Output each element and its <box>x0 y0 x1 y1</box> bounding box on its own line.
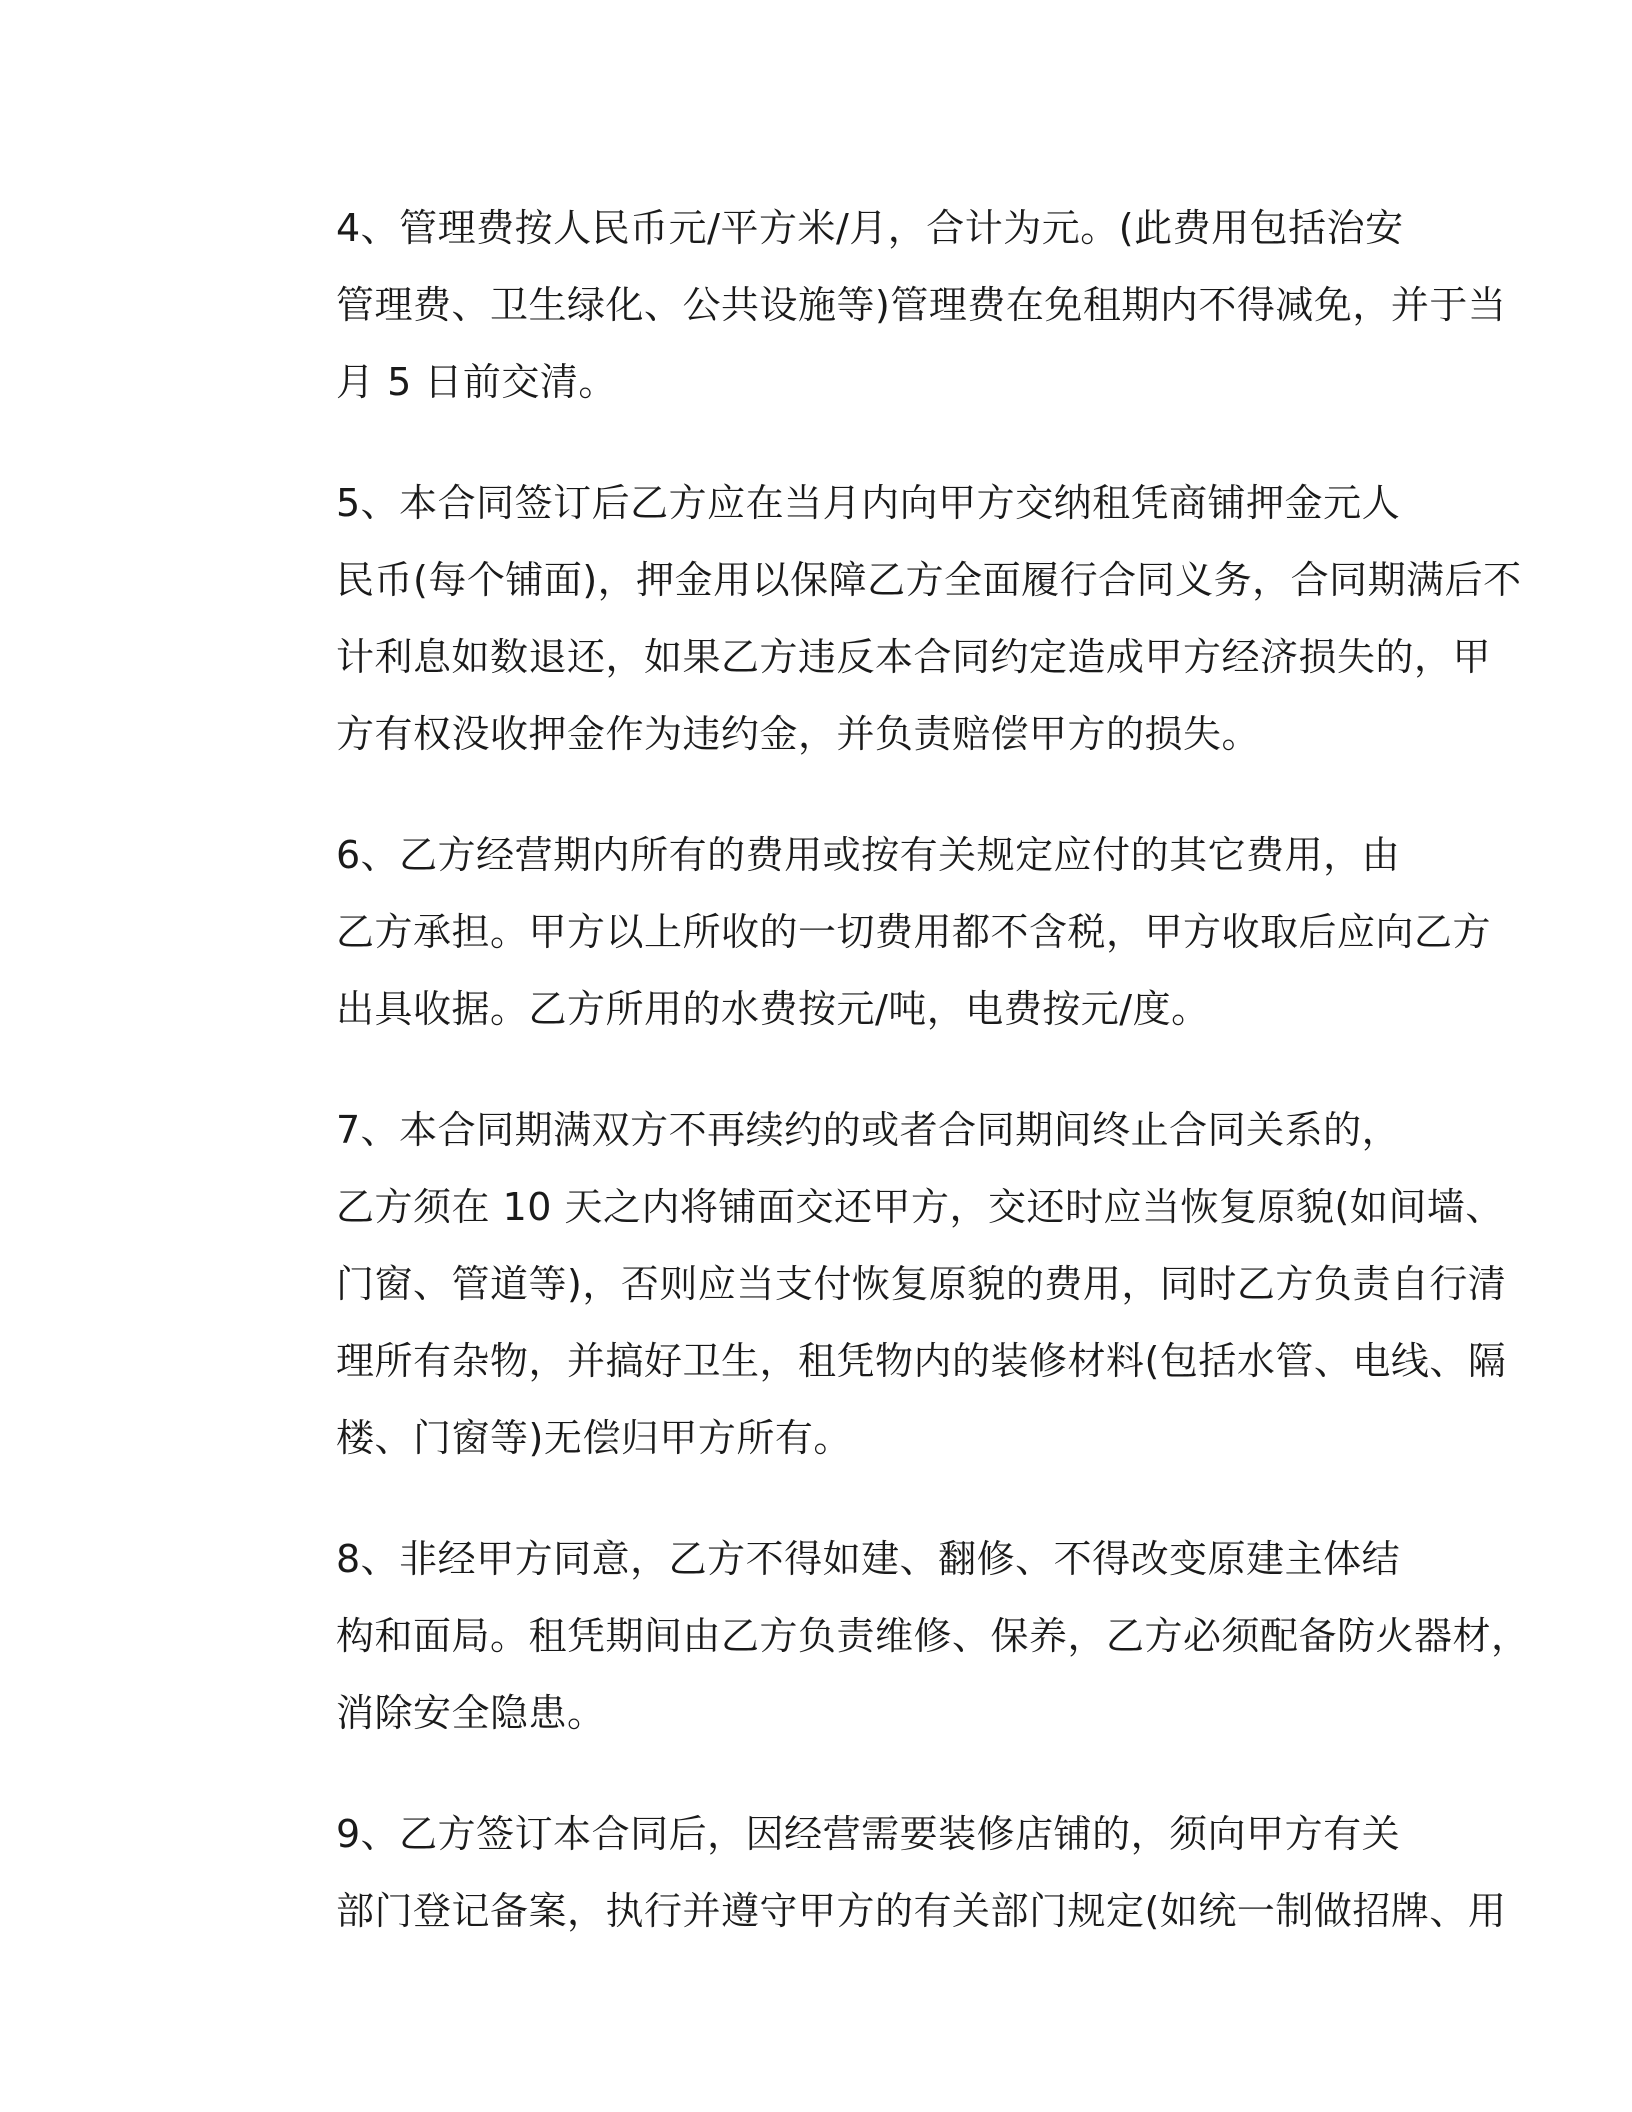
text-line: 门窗、管道等)，否则应当支付恢复原貌的费用，同时乙方负责自行清 <box>336 1262 1507 1306</box>
text-line: 楼、门窗等)无偿归甲方所有。 <box>336 1416 852 1460</box>
clause-5 <box>240 465 1522 773</box>
clause-6 <box>240 817 1492 1048</box>
text-line: 7、本合同期满双方不再续约的或者合同期间终止合同关系的， <box>336 1108 1401 1152</box>
text-line: 8、非经甲方同意，乙方不得如建、翻修、不得改变原建主体结 <box>336 1537 1401 1581</box>
text-line: 部门登记备案，执行并遵守甲方的有关部门规定(如统一制做招牌、用 <box>336 1889 1507 1933</box>
text-line: 乙方承担。甲方以上所收的一切费用都不含税，甲方收取后应向乙方 <box>336 910 1492 954</box>
text-line: 计利息如数退还，如果乙方违反本合同约定造成甲方经济损失的，甲 <box>336 635 1492 679</box>
text-line: 6、乙方经营期内所有的费用或按有关规定应付的其它费用，由 <box>336 833 1401 877</box>
text-line: 月 5 日前交清。 <box>336 360 617 404</box>
clause-8 <box>240 1521 1530 1752</box>
text-line: 4、管理费按人民币元/平方米/月，合计为元。(此费用包括治安 <box>336 206 1404 250</box>
text-line: 乙方须在 10 天之内将铺面交还甲方，交还时应当恢复原貌(如间墙、 <box>336 1185 1504 1229</box>
clause-9 <box>240 1796 1507 1950</box>
text-line: 构和面局。租凭期间由乙方负责维修、保养，乙方必须配备防火器材， <box>336 1614 1530 1658</box>
clause-4 <box>240 190 1507 421</box>
text-line: 消除安全隐患。 <box>336 1691 606 1735</box>
text-line: 出具收据。乙方所用的水费按元/吨，电费按元/度。 <box>336 987 1210 1031</box>
text-line: 9、乙方签订本合同后，因经营需要装修店铺的，须向甲方有关 <box>336 1812 1401 1856</box>
text-line: 管理费、卫生绿化、公共设施等)管理费在免租期内不得减免，并于当 <box>336 283 1507 327</box>
text-line: 民币(每个铺面)，押金用以保障乙方全面履行合同义务，合同期满后不 <box>336 558 1522 602</box>
clause-7 <box>240 1092 1507 1477</box>
text-line: 5、本合同签订后乙方应在当月内向甲方交纳租凭商铺押金元人 <box>336 481 1401 525</box>
text-line: 理所有杂物，并搞好卫生，租凭物内的装修材料(包括水管、电线、隔 <box>336 1339 1507 1383</box>
document-page <box>240 190 1530 1950</box>
text-line: 方有权没收押金作为违约金，并负责赔偿甲方的损失。 <box>336 712 1261 756</box>
